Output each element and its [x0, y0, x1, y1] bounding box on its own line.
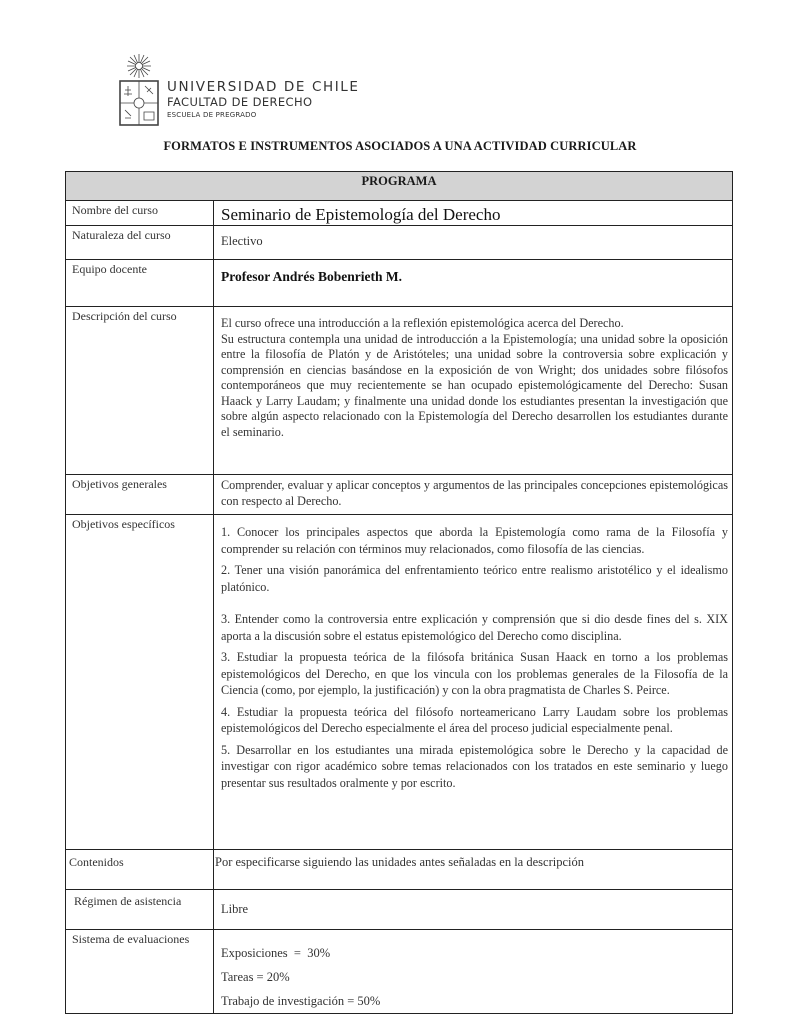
evaluation-item: Trabajo de investigación = 50%	[221, 994, 381, 1008]
row-value-contenidos: Por especificarse siguiendo las unidades antes señaladas en la descripción	[214, 850, 733, 890]
row-label-objetivos-especificos: Objetivos específicos	[66, 515, 214, 850]
objective-item: 4. Estudiar la propuesta teórica del filósofo norteamericano Larry Laudam sobre los problemas epistemológicos del Derecho especialmente el área del proceso judicial especialmente penal.	[221, 704, 728, 735]
objective-item: 3. Entender como la controversia entre explicación y comprensión que si dio desde fines del s. XIX aporta a la discusión sobre el estatus epistemológico del Derecho como disciplina.	[221, 612, 728, 643]
table-header-row	[66, 172, 733, 201]
document-title: FORMATOS E INSTRUMENTOS ASOCIADOS A UNA ACTIVIDAD CURRICULAR	[163, 139, 637, 153]
row-value-descripcion	[214, 307, 733, 475]
row-value-evaluaciones	[214, 930, 733, 1014]
table-row	[66, 307, 733, 475]
table-row	[66, 850, 733, 890]
table-row	[66, 890, 733, 930]
evaluation-item: Tareas = 20%	[221, 970, 290, 984]
faculty-name: FACULTAD DE DERECHO	[167, 95, 313, 109]
university-name: UNIVERSIDAD DE CHILE	[167, 79, 360, 95]
row-value-nombre	[214, 201, 733, 226]
table-row	[66, 930, 733, 1014]
objective-item: 3. Estudiar la propuesta teórica de la filósofa británica Susan Haack en torno a los problemas epistemológicos del Derecho, en que los vincula con los problemas generales de la Filosofía de la Ciencia (como, por ejemplo, la justificación) y con la obra pragmatista de Charles S. Peirce.	[221, 650, 728, 697]
university-text	[167, 80, 360, 121]
row-label-evaluaciones: Sistema de evaluaciones	[66, 930, 214, 1014]
row-value-naturaleza	[214, 226, 733, 260]
attendance-regime: Libre	[221, 902, 249, 916]
row-label-regimen: Régimen de asistencia	[66, 890, 214, 930]
row-label-equipo: Equipo docente	[66, 260, 214, 307]
school-name: ESCUELA DE PREGRADO	[167, 111, 257, 119]
row-label-naturaleza: Naturaleza del curso	[66, 226, 214, 260]
university-logo	[117, 52, 360, 132]
row-label-objetivos-generales: Objetivos generales	[66, 475, 214, 515]
objective-item: 2. Tener una visión panorámica del enfrentamiento teórico entre realismo aristotélico y el idealismo platónico.	[221, 563, 728, 594]
teaching-team: Profesor Andrés Bobenrieth M.	[221, 269, 402, 284]
section-header: PROGRAMA	[66, 172, 733, 201]
description-paragraph: Su estructura contempla una unidad de introducción a la Epistemología; una unidad sobre la oposición entre la filosofía de Platón y de Aristóteles; una unidad sobre la controversia sobre explicación y comprensión en ciencias basándose en la exposición de von Wright; dos unidades sobre filósofos contemporáneos que muy recientemente se han ocupado epistemológicamente del Derecho: Susan Haack y Larry Laudam; y finalmente una unidad donde los estudiantes presentan la investigación que sobre algún aspecto relacionado con la Epistemología del Derecho desarrollen los estudiantes durante el seminario.	[221, 331, 728, 439]
program-table	[65, 171, 733, 1014]
table-row	[66, 515, 733, 850]
description-paragraph: El curso ofrece una introducción a la reflexión epistemológica acerca del Derecho.	[221, 316, 624, 330]
row-value-objetivos-generales: Comprender, evaluar y aplicar conceptos y argumentos de las principales concepciones epistemológicas con respecto al Derecho.	[214, 475, 733, 515]
row-label-contenidos: Contenidos	[66, 850, 214, 890]
course-nature: Electivo	[221, 234, 263, 248]
row-value-regimen	[214, 890, 733, 930]
row-label-descripcion: Descripción del curso	[66, 307, 214, 475]
row-value-objetivos-especificos	[214, 515, 733, 850]
row-value-equipo	[214, 260, 733, 307]
objective-item: 5. Desarrollar en los estudiantes una mirada epistemológica sobre le Derecho y la capacidad de investigar con rigor académico sobre temas relacionados con los tratados en este seminario y luego presentar sus resultados oralmente y por escrito.	[221, 742, 728, 790]
university-crest-icon	[117, 52, 161, 128]
table-row	[66, 226, 733, 260]
objective-item: 1. Conocer los principales aspectos que aborda la Epistemología como rama de la Filosofía y comprender su relación con términos muy relacionados, como filosofía de las ciencias.	[221, 525, 728, 556]
table-row	[66, 201, 733, 226]
row-label-nombre: Nombre del curso	[66, 201, 214, 226]
evaluation-item: Exposiciones = 30%	[221, 946, 331, 960]
table-row	[66, 475, 733, 515]
course-name: Seminario de Epistemología del Derecho	[221, 205, 501, 224]
table-row	[66, 260, 733, 307]
